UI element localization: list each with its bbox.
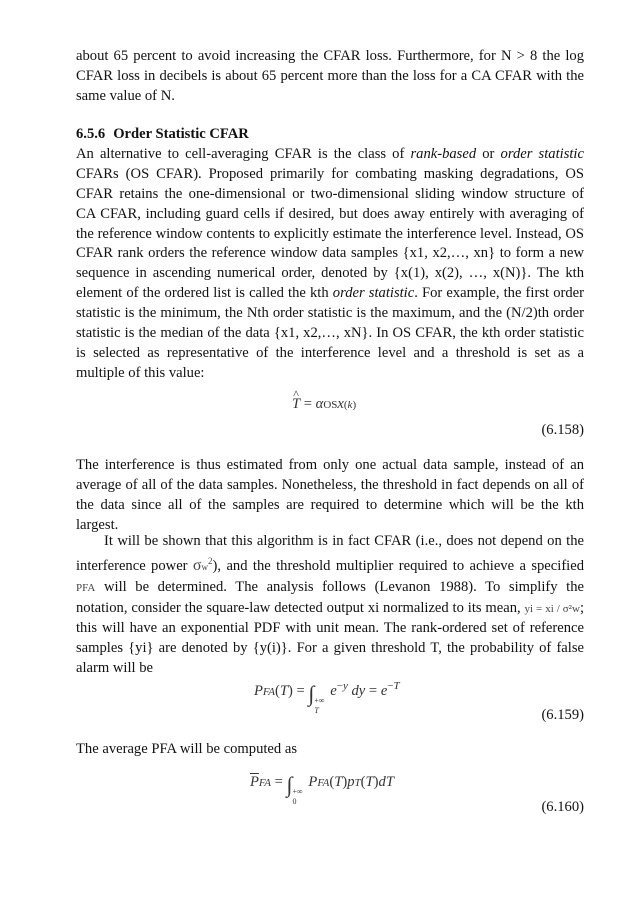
section-number: 6.5.6 [76, 126, 106, 142]
section-6-5-6 [76, 125, 584, 384]
paragraph-average-pfa: The average PFA will be computed as [76, 741, 298, 757]
equation-label-6-159: (6.159) [541, 707, 584, 723]
yi-definition: yi = xi / σ²w [524, 602, 580, 615]
section-heading [76, 125, 584, 145]
equation-label-6-158: (6.158) [541, 422, 584, 438]
paragraph-interference-estimate: The interference is thus estimated from only one actual data sample, instead of an average of all of the data samples. Nonetheless, the threshold in fact depends on all of the data since all of the samples are required to determine which will be the kth largest. [76, 457, 584, 533]
section-title: Order Statistic CFAR [113, 126, 249, 142]
paragraph-cfar-proof: It will be shown that this algorithm is in fact CFAR (i.e., does not depend on the interference power $\sigma w^2$), and the threshold multiplier required to achieve a specified PFA will be determined. The analysis follows (Levanon 1988). To simplify the notation, consider the square-law detected output xi normalized to its mean, yi = xi / σ²w; this will have an exponential PDF with unit mean. The rank-ordered set of reference samples {yi} are denoted by {y(i)}. For a given threshold T, the probability of false alarm will be [76, 533, 585, 677]
sigma-symbol: σ [192, 556, 202, 574]
pfa-inline-symbol: PFA [76, 581, 96, 594]
document-page: about 65 percent to avoid increasing the CFAR loss. Furthermore, for N > 8 the log CFAR loss in decibels is about 65 percent more than the loss for a CA CFAR with the same value of N. 6.5.6 Order Statistic CFAR An alternative to cell-averaging CFAR is the class of rank-based or order statistic CFARs (OS CFAR). Proposed primarily for combating masking degradations, OS CFAR retains the one-dimensional or two-dimensional sliding window structure of CA CFAR, including guard cells if desired, but does away entirely with averaging of the reference window contents to explicitly estimate the interference level. Instead, OS CFAR rank orders the reference window data samples {x1, x2,…, xn} to form a new sequence in ascending numerical order, denoted by {x(1), x(2), …, x(N)}. The kth element of the ordered list is called the kth order statistic. For example, the first order statistic is the minimum, the Nth order statistic is the maximum, and the (N/2)th order statistic is the median of the data {x1, x2,…, xN}. In OS CFAR, the kth order statistic is selected as representative of the interference level and a threshold is set as a multiple of this value: ^ T = αOSx(k) (6.158) The interference is thus estimated from only one actual data sample, instead of an average of all of the data samples. Nonetheless, the threshold in fact depends on all of the data since all of the samples are required to determine which will be the kth largest. It will be shown that this algorithm is in fact CFAR (i.e., does not depend on the interference power $\sigma w^2$), and the threshold multiplier required to achieve a specified PFA will be determined. The analysis follows (Levanon 1988). To simplify the notation, consider the square-law detected output xi normalized to its mean, yi = xi / σ²w; this will have an exponential PDF with unit mean. The rank-ordered set of reference samples {yi} are denoted by {y(i)}. For a given threshold T, the probability of false alarm will be PFA(T) = ∫ +∞ T $e^{-y}$ dy = $e^{-T}$ (6.159) The average PFA will be computed as $\overline{P}FA$ = ∫ +∞ 0 PFA(T)pT(T)dT (6.160) [0, 0, 636, 900]
paragraph-os-cfar-definition: An alternative to cell-averaging CFAR is the class of rank-based or order statistic CFARs (OS CFAR). Proposed primarily for combating masking degradations, OS CFAR retains the one-dimensional or two-dimensional sliding window structure of CA CFAR, including guard cells if desired, but does away entirely with averaging of the reference window contents to explicitly estimate the interference level. Instead, OS CFAR rank orders the reference window data samples {x1, x2,…, xn} to form a new sequence in ascending numerical order, denoted by {x(1), x(2), …, x(N)}. The kth element of the ordered list is called the kth order statistic. For example, the first order statistic is the minimum, the Nth order statistic is the maximum, and the (N/2)th order statistic is the median of the data {x1, x2,…, xN}. In OS CFAR, the kth order statistic is selected as representative of the interference level and a threshold is set as a multiple of this value: [76, 145, 584, 381]
intro-paragraph: about 65 percent to avoid increasing the CFAR loss. Furthermore, for N > 8 the log CFAR loss in decibels is about 65 percent more than the loss for a CA CFAR with the same value of N. [76, 48, 584, 104]
equation-label-6-160: (6.160) [541, 799, 584, 815]
